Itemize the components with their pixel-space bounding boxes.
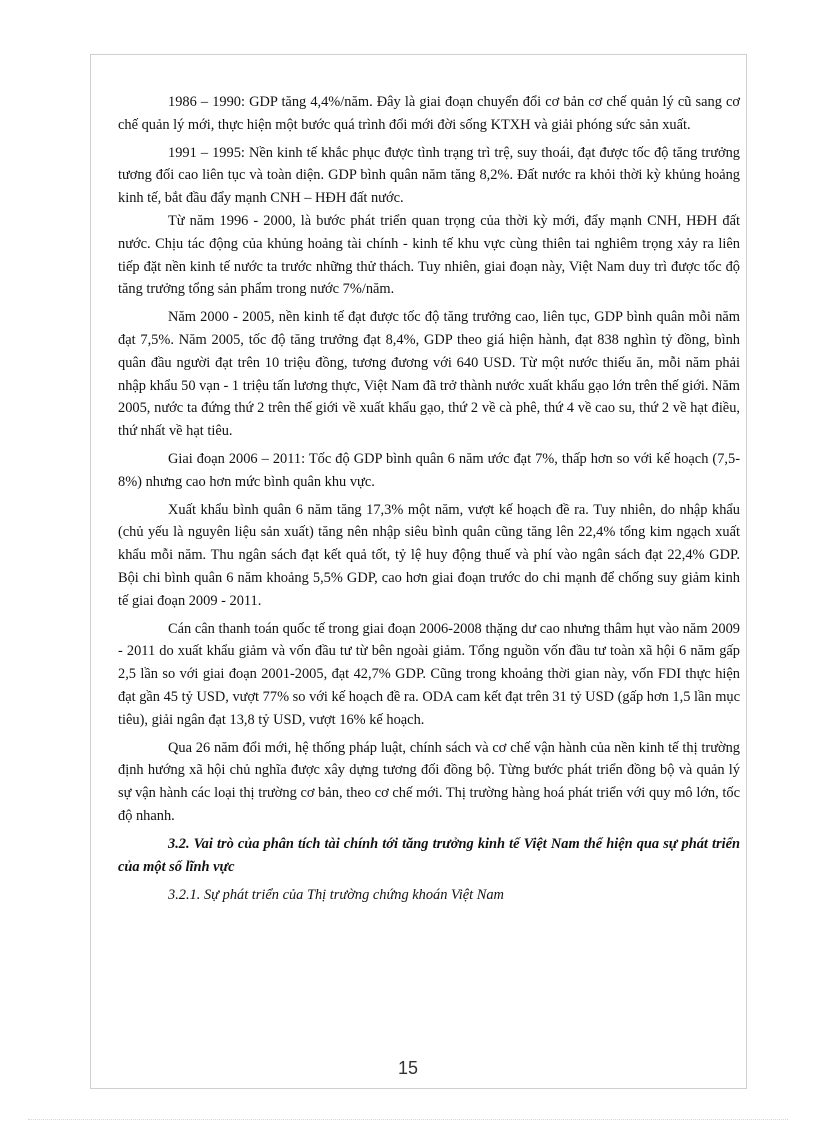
paragraph-1991-1995: 1991 – 1995: Nền kinh tế khắc phục được tình trạng trì trệ, suy thoái, đạt được tốc độ tăng trưởng tương đối cao liên tục và toàn diện. GDP bình quân năm tăng 8,2%. Đất nước ra khỏi thời kỳ khủng hoảng kinh tế, bắt đầu đẩy mạnh CNH – HĐH đất nước. (118, 144, 740, 207)
paragraph-balance-of-payments: Cán cân thanh toán quốc tế trong giai đoạn 2006-2008 thặng dư cao nhưng thâm hụt vào năm 2009 - 2011 do xuất khẩu giảm và vốn đầu tư từ bên ngoài giảm. Tổng nguồn vốn đầu tư toàn xã hội 6 năm gấp 2,5 lần so với giai đoạn 2001-2005, đạt 42,7% GDP. Cũng trong khoảng thời gian này, vốn FDI thực hiện đạt gần 45 tỷ USD, vượt 77% so với kế hoạch đề ra. ODA cam kết đạt trên 31 tỷ USD (gấp hơn 1,5 lần mục tiêu), giải ngân đạt 13,8 tỷ USD, vượt 16% kế hoạch. (118, 620, 740, 728)
section-heading-3-2: 3.2. Vai trò của phân tích tài chính tới tăng trưởng kinh tế Việt Nam thể hiện qua sự phát triển của một số lĩnh vực (118, 835, 740, 875)
paragraph-1996-2000: Từ năm 1996 - 2000, là bước phát triển quan trọng của thời kỳ mới, đẩy mạnh CNH, HĐH đất nước. Chịu tác động của khủng hoảng tài chính - kinh tế khu vực cùng thiên tai nghiêm trọng xảy ra liên tiếp đặt nền kinh tế nước ta trước những thử thách. Tuy nhiên, giai đoạn này, Việt Nam duy trì được tốc độ tăng trưởng tổng sản phẩm trong nước 7%/năm. (118, 212, 740, 298)
document-body (118, 91, 740, 907)
paragraph-2006-2011: Giai đoạn 2006 – 2011: Tốc độ GDP bình quân 6 năm ước đạt 7%, thấp hơn so với kế hoạch (7,5-8%) nhưng cao hơn mức bình quân khu vực. (118, 450, 740, 490)
page-number: 15 (397, 1058, 419, 1078)
page-bottom-divider (28, 1119, 788, 1120)
paragraph-26-years-renovation: Qua 26 năm đổi mới, hệ thống pháp luật, chính sách và cơ chế vận hành của nền kinh tế thị trường định hướng xã hội chủ nghĩa được xây dựng tương đối đồng bộ. Từng bước phát triển đồng bộ và quản lý sự vận hành các loại thị trường cơ bản, theo cơ chế mới. Thị trường hàng hoá phát triển với quy mô lớn, tốc độ nhanh. (118, 739, 740, 824)
paragraph-export: Xuất khẩu bình quân 6 năm tăng 17,3% một năm, vượt kế hoạch đề ra. Tuy nhiên, do nhập khẩu (chủ yếu là nguyên liệu sản xuất) tăng nên nhập siêu bình quân cũng tăng lên 22,4% tổng kim ngạch xuất khẩu mỗi năm. Thu ngân sách đạt kết quả tốt, tỷ lệ huy động thuế và phí vào ngân sách đạt 22,4% GDP. Bội chi bình quân 6 năm khoảng 5,5% GDP, cao hơn giai đoạn trước do chi mạnh để chống suy giảm kinh tế giai đoạn 2009 - 2011. (118, 501, 740, 609)
paragraph-1986-1990: 1986 – 1990: GDP tăng 4,4%/năm. Đây là giai đoạn chuyển đổi cơ bản cơ chế quản lý cũ sang cơ chế quản lý mới, thực hiện một bước quá trình đổi mới đời sống KTXH và giải phóng sức sản xuất. (118, 94, 740, 133)
paragraph-2000-2005: Năm 2000 - 2005, nền kinh tế đạt được tốc độ tăng trưởng cao, liên tục, GDP bình quân mỗi năm đạt 7,5%. Năm 2005, tốc độ tăng trưởng đạt 8,4%, GDP theo giá hiện hành, đạt 838 nghìn tỷ đồng, bình quân đầu người đạt trên 10 triệu đồng, tương đương với 640 USD. Từ một nước thiếu ăn, mỗi năm phải nhập khẩu 50 vạn - 1 triệu tấn lương thực, Việt Nam đã trở thành nước xuất khẩu gạo lớn trên thế giới. Năm 2005, nước ta đứng thứ 2 trên thế giới về xuất khẩu gạo, thứ 2 về cà phê, thứ 4 về cao su, thứ 2 về hạt điều, thứ nhất về hạt tiêu. (118, 309, 740, 440)
subsection-heading-3-2-1: 3.2.1. Sự phát triển của Thị trường chứng khoán Việt Nam (168, 887, 504, 904)
